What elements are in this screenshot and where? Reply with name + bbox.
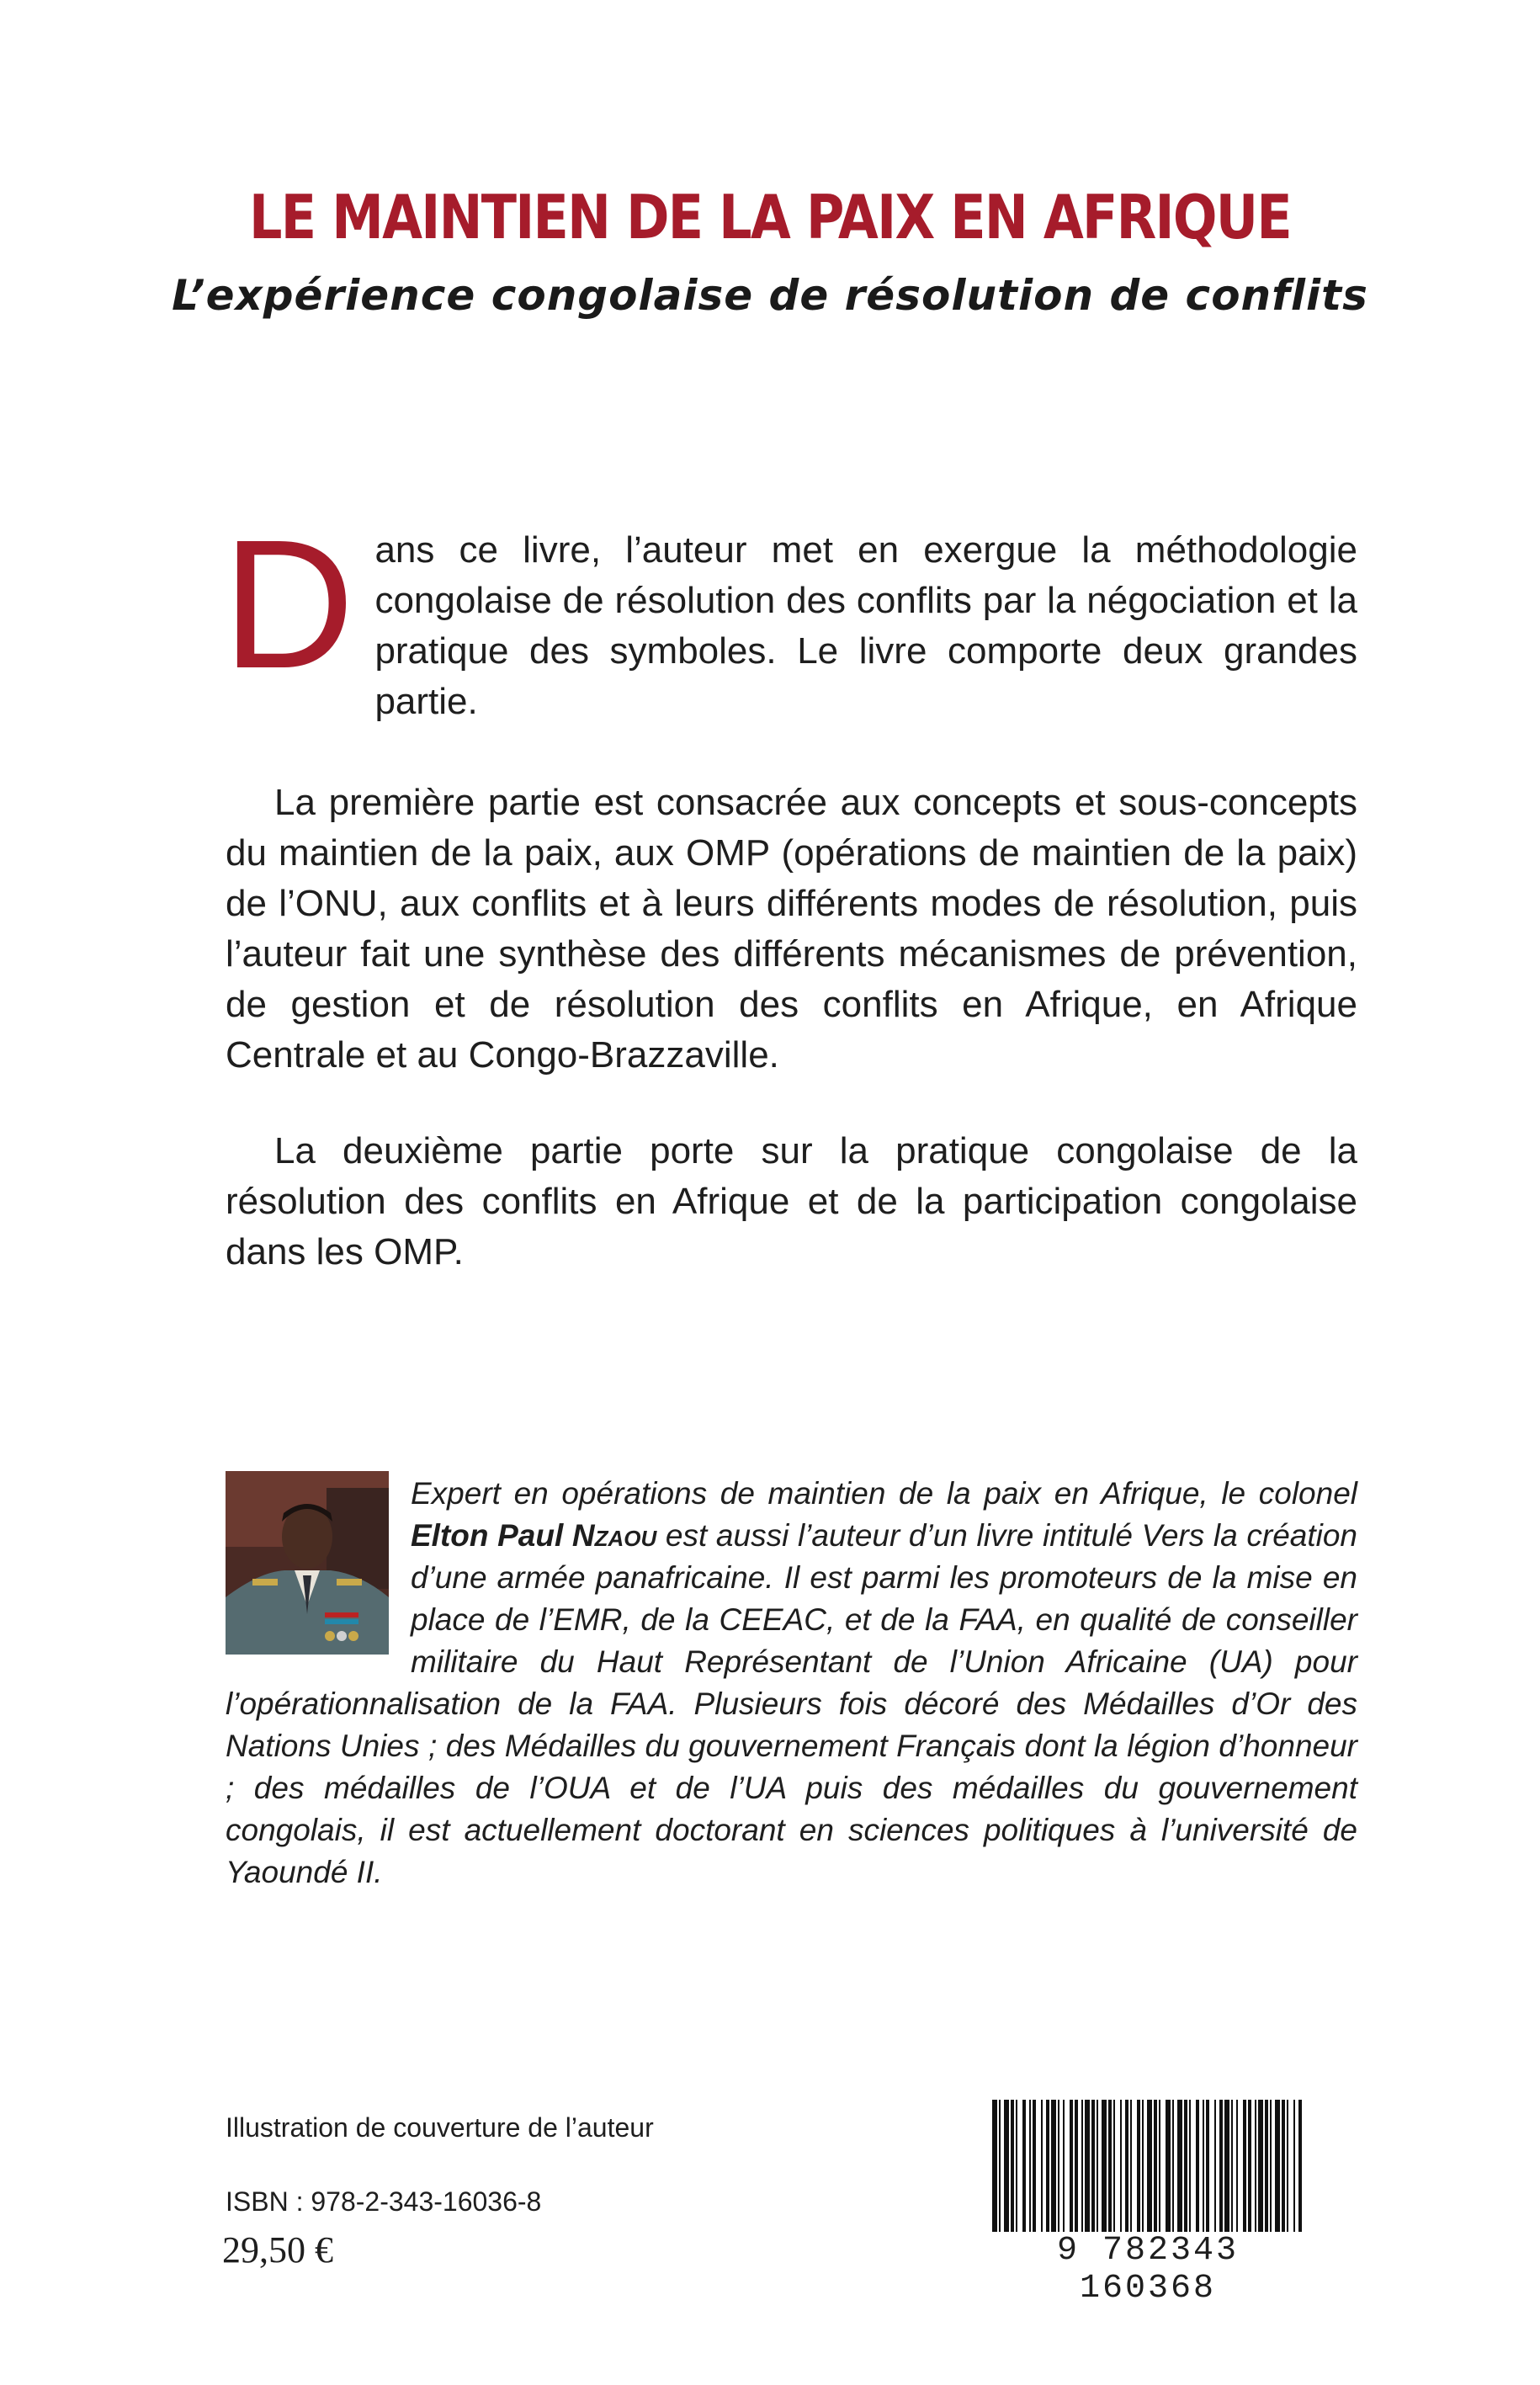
price: 29,50 € <box>222 2229 333 2271</box>
barcode-bar <box>1293 2100 1295 2234</box>
barcode-bar <box>1231 2100 1233 2234</box>
barcode-bar <box>1029 2100 1031 2234</box>
author-first-name: Elton Paul <box>411 1518 572 1553</box>
isbn: ISBN : 978-2-343-16036-8 <box>226 2186 542 2217</box>
author-last-name: Nzaou <box>571 1518 657 1553</box>
blurb-paragraph-2: La première partie est consacrée aux concepts et sous-concepts du maintien de la paix, aux OMP (opérations de maintien de la paix) de l’ONU, aux conflits et à leurs différents modes de résolution, puis l’auteur fait une synthèse des différents mécanismes de prévention, de gestion et de résolution des conflits en Afrique, en Afrique Centrale et au Congo-Brazzaville. <box>226 782 1357 1076</box>
barcode-bar <box>1177 2100 1182 2234</box>
barcode-bar <box>1108 2100 1112 2234</box>
barcode-bar <box>1298 2100 1302 2234</box>
barcode-number: 9 782343 160368 <box>989 2232 1307 2308</box>
barcode-bar <box>1255 2100 1256 2234</box>
barcode-bar <box>1113 2100 1115 2234</box>
cover-illustration-credit: Illustration de couverture de l’auteur <box>226 2112 654 2143</box>
barcode-bar <box>1011 2100 1014 2234</box>
barcode-bar <box>1125 2100 1128 2234</box>
book-subtitle: L’expérience congolaise de résolution de conflits <box>172 271 1368 320</box>
barcode-bar <box>1214 2100 1216 2234</box>
barcode-bar <box>1081 2100 1083 2234</box>
barcode-bar <box>1130 2100 1132 2234</box>
barcode-bar <box>1206 2100 1209 2234</box>
barcode-bar <box>1004 2100 1009 2234</box>
barcode-bar <box>1063 2100 1065 2234</box>
barcode-bar <box>1287 2100 1288 2234</box>
barcode-bar <box>1070 2100 1073 2234</box>
photo-spacer <box>226 1473 394 1681</box>
barcode-bar <box>1243 2100 1246 2234</box>
barcode-bar <box>1085 2100 1090 2234</box>
barcode-bar <box>1033 2100 1036 2234</box>
barcode-bar <box>1046 2100 1049 2234</box>
author-bio <box>226 1473 1357 1894</box>
barcode-bar <box>1051 2100 1056 2234</box>
barcode-bar <box>1159 2100 1160 2234</box>
barcode-bar <box>1275 2100 1280 2234</box>
barcode-bar <box>1137 2100 1140 2234</box>
barcode-bar <box>1172 2100 1174 2234</box>
barcode-bar <box>1041 2100 1043 2234</box>
barcode-bar <box>1282 2100 1285 2234</box>
barcode-bar <box>1219 2100 1223 2234</box>
barcode-bar <box>1075 2100 1078 2234</box>
barcode-bar <box>1196 2100 1199 2234</box>
barcode-bar <box>1184 2100 1187 2234</box>
barcode-bar <box>1058 2100 1059 2234</box>
barcode-bar <box>1102 2100 1107 2234</box>
barcode-bar <box>1091 2100 1095 2234</box>
barcode-bar <box>1224 2100 1229 2234</box>
barcode-bar <box>992 2100 997 2234</box>
blurb-paragraph-1-text: ans ce livre, l’auteur met en exergue la méthodologie congolaise de résolution des conflits par la négociation et la pratique des symboles. Le livre comporte deux grandes partie. <box>374 529 1357 722</box>
book-title: LE MAINTIEN DE LA PAIX EN AFRIQUE <box>249 182 1291 252</box>
barcode-bar <box>1189 2100 1191 2234</box>
author-name <box>411 1518 656 1553</box>
barcode-bar <box>1166 2100 1171 2234</box>
barcode-bar <box>1142 2100 1144 2234</box>
barcode-bar <box>1147 2100 1152 2234</box>
author-bio-rest: est aussi l’auteur d’un livre intitulé Vers la création d’une armée panafricaine. Il est parmi les promoteurs de la mise en place de l’EMR, de la CEEAC, et de la FAA, en qualité de conseiller militaire du Haut Représentant de l’Union Africaine (UA) pour l’opérationnalisation de la FAA. Plusieurs fois décoré des Médailles d’Or des Nations Unies ; des Médailles du gouvernement Français dont la légion d’honneur ; des médailles de l’OUA et de l’UA puis des médailles du gouvernement congolais, il est actuellement doctorant en sciences politiques à l’université de Yaoundé II. <box>226 1518 1358 1889</box>
barcode-bar <box>1258 2100 1263 2234</box>
barcode-bar <box>1248 2100 1251 2234</box>
barcode-bar <box>1154 2100 1157 2234</box>
author-bio-intro: Expert en opérations de maintien de la paix en Afrique, le colonel <box>411 1476 1357 1511</box>
barcode-bar <box>1120 2100 1122 2234</box>
blurb-paragraph-1 <box>222 502 1357 727</box>
barcode-bar <box>999 2100 1001 2234</box>
barcode-bar <box>1265 2100 1268 2234</box>
drop-cap: D <box>222 502 355 707</box>
barcode-bar <box>1097 2100 1098 2234</box>
barcode-bar <box>1203 2100 1204 2234</box>
barcode-bar <box>1016 2100 1017 2234</box>
blurb-paragraph-3: La deuxième partie porte sur la pratique congolaise de la résolution des conflits en Afrique et de la participation congolaise dans les OMP. <box>226 1130 1357 1272</box>
barcode-bar <box>1236 2100 1238 2234</box>
barcode-bar <box>1022 2100 1026 2234</box>
barcode-bar <box>1270 2100 1272 2234</box>
